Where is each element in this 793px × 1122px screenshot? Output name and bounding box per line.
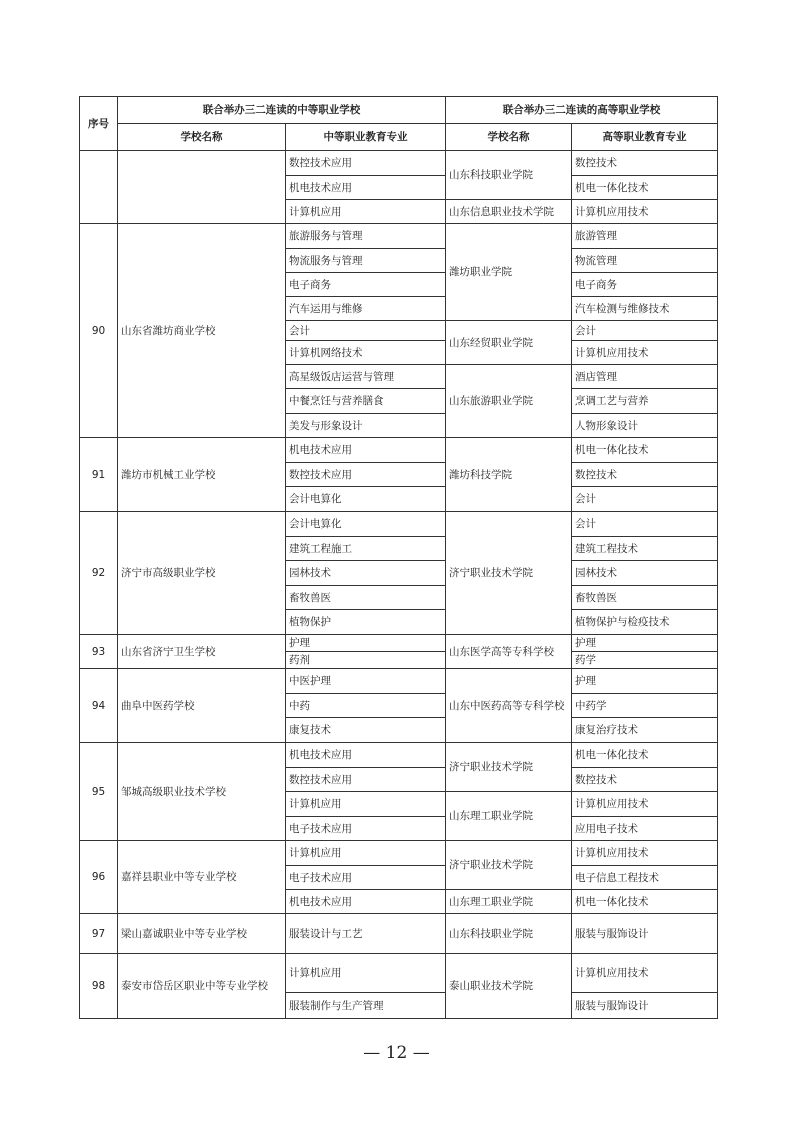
high-major-cell: 数控技术 [572,768,718,792]
mid-major-cell: 会计电算化 [286,512,446,537]
mid-major-cell: 计算机应用 [286,841,446,866]
high-major-cell: 机电一体化技术 [572,743,718,768]
header-high-major: 高等职业教育专业 [572,124,718,151]
high-major-cell: 康复治疗技术 [572,718,718,743]
high-major-cell: 服装与服饰设计 [572,993,718,1019]
high-major-cell: 数控技术 [572,151,718,176]
high-school-cell: 泰山职业技术学院 [446,954,572,1019]
table-row [80,151,718,176]
mid-major-cell: 畜牧兽医 [286,586,446,610]
high-major-cell: 应用电子技术 [572,817,718,841]
high-major-cell: 建筑工程技术 [572,537,718,561]
high-major-cell: 计算机应用技术 [572,200,718,224]
mid-major-cell: 服装制作与生产管理 [286,993,446,1019]
high-major-cell: 烹调工艺与营养 [572,389,718,414]
table-row [80,512,718,537]
table-row [80,954,718,993]
table-row [80,635,718,652]
high-major-cell: 护理 [572,669,718,694]
mid-major-cell: 机电技术应用 [286,176,446,200]
mid-major-cell: 中药 [286,694,446,718]
seq-cell: 96 [80,841,118,914]
mid-school-cell: 济宁市高级职业学校 [118,512,286,635]
high-major-cell: 计算机应用技术 [572,792,718,817]
seq-cell [80,151,118,224]
header-mid-school: 学校名称 [118,124,286,151]
high-major-cell: 机电一体化技术 [572,438,718,463]
mid-school-cell: 嘉祥县职业中等专业学校 [118,841,286,914]
table-row [80,224,718,249]
high-school-cell: 山东科技职业学院 [446,914,572,954]
mid-major-cell: 数控技术应用 [286,151,446,176]
table-row [80,914,718,954]
high-major-cell: 园林技术 [572,561,718,586]
mid-major-cell: 机电技术应用 [286,890,446,914]
mid-major-cell: 机电技术应用 [286,438,446,463]
mid-major-cell: 高星级饭店运营与管理 [286,365,446,389]
high-school-cell: 山东理工职业学院 [446,890,572,914]
mid-major-cell: 护理 [286,635,446,652]
mid-school-cell [118,151,286,224]
high-major-cell: 畜牧兽医 [572,586,718,610]
table-row [80,841,718,866]
high-school-cell: 山东信息职业技术学院 [446,200,572,224]
table-row [80,669,718,694]
mid-major-cell: 机电技术应用 [286,743,446,768]
high-major-cell: 机电一体化技术 [572,176,718,200]
mid-major-cell: 园林技术 [286,561,446,586]
table-row [80,438,718,463]
high-school-cell: 山东旅游职业学院 [446,365,572,438]
header-high-school: 学校名称 [446,124,572,151]
mid-major-cell: 物流服务与管理 [286,249,446,273]
high-school-cell: 山东科技职业学院 [446,151,572,200]
mid-major-cell: 中餐烹饪与营养膳食 [286,389,446,414]
high-major-cell: 酒店管理 [572,365,718,389]
header-mid-major: 中等职业教育专业 [286,124,446,151]
high-major-cell: 人物形象设计 [572,414,718,438]
mid-major-cell: 电子技术应用 [286,866,446,890]
high-major-cell: 计算机应用技术 [572,841,718,866]
high-major-cell: 会计 [572,321,718,341]
seq-cell: 94 [80,669,118,743]
high-major-cell: 药学 [572,652,718,669]
header-seq: 序号 [80,97,118,151]
high-major-cell: 护理 [572,635,718,652]
mid-school-cell: 梁山嘉诚职业中等专业学校 [118,914,286,954]
high-major-cell: 植物保护与检疫技术 [572,610,718,635]
mid-major-cell: 数控技术应用 [286,768,446,792]
high-major-cell: 旅游管理 [572,224,718,249]
mid-school-cell: 山东省潍坊商业学校 [118,224,286,438]
high-major-cell: 计算机应用技术 [572,954,718,993]
seq-cell: 95 [80,743,118,841]
high-school-cell: 潍坊科技学院 [446,438,572,512]
mid-major-cell: 康复技术 [286,718,446,743]
high-major-cell: 电子信息工程技术 [572,866,718,890]
header-group-high: 联合举办三二连读的高等职业学校 [446,97,718,124]
mid-major-cell: 植物保护 [286,610,446,635]
mid-school-cell: 邹城高级职业技术学校 [118,743,286,841]
high-school-cell: 潍坊职业学院 [446,224,572,321]
high-school-cell: 山东中医药高等专科学校 [446,669,572,743]
mid-school-cell: 潍坊市机械工业学校 [118,438,286,512]
mid-major-cell: 药剂 [286,652,446,669]
mid-major-cell: 计算机应用 [286,954,446,993]
seq-cell: 93 [80,635,118,669]
seq-cell: 91 [80,438,118,512]
header-group-mid: 联合举办三二连读的中等职业学校 [118,97,446,124]
seq-cell: 92 [80,512,118,635]
mid-major-cell: 电子技术应用 [286,817,446,841]
mid-school-cell: 曲阜中医药学校 [118,669,286,743]
mid-major-cell: 汽车运用与维修 [286,297,446,321]
high-major-cell: 会计 [572,512,718,537]
high-major-cell: 会计 [572,487,718,512]
mid-major-cell: 计算机应用 [286,792,446,817]
mid-major-cell: 建筑工程施工 [286,537,446,561]
high-major-cell: 汽车检测与维修技术 [572,297,718,321]
high-school-cell: 山东经贸职业学院 [446,321,572,365]
majors-table [79,96,718,1019]
mid-major-cell: 计算机网络技术 [286,341,446,365]
mid-major-cell: 计算机应用 [286,200,446,224]
high-school-cell: 山东医学高等专科学校 [446,635,572,669]
table-row [80,743,718,768]
mid-major-cell: 中医护理 [286,669,446,694]
mid-major-cell: 会计电算化 [286,487,446,512]
high-major-cell: 计算机应用技术 [572,341,718,365]
high-school-cell: 山东理工职业学院 [446,792,572,841]
table-body [80,151,718,1019]
page-number: — 12 — [363,1043,430,1063]
mid-major-cell: 旅游服务与管理 [286,224,446,249]
mid-major-cell: 电子商务 [286,273,446,297]
high-school-cell: 济宁职业技术学院 [446,512,572,635]
mid-major-cell: 会计 [286,321,446,341]
seq-cell: 98 [80,954,118,1019]
mid-major-cell: 美发与形象设计 [286,414,446,438]
high-major-cell: 中药学 [572,694,718,718]
mid-major-cell: 数控技术应用 [286,463,446,487]
high-school-cell: 济宁职业技术学院 [446,841,572,890]
seq-cell: 90 [80,224,118,438]
high-major-cell: 物流管理 [572,249,718,273]
high-major-cell: 数控技术 [572,463,718,487]
mid-school-cell: 泰安市岱岳区职业中等专业学校 [118,954,286,1019]
high-major-cell: 机电一体化技术 [572,890,718,914]
mid-school-cell: 山东省济宁卫生学校 [118,635,286,669]
high-school-cell: 济宁职业技术学院 [446,743,572,792]
high-major-cell: 服装与服饰设计 [572,914,718,954]
seq-cell: 97 [80,914,118,954]
high-major-cell: 电子商务 [572,273,718,297]
mid-major-cell: 服装设计与工艺 [286,914,446,954]
